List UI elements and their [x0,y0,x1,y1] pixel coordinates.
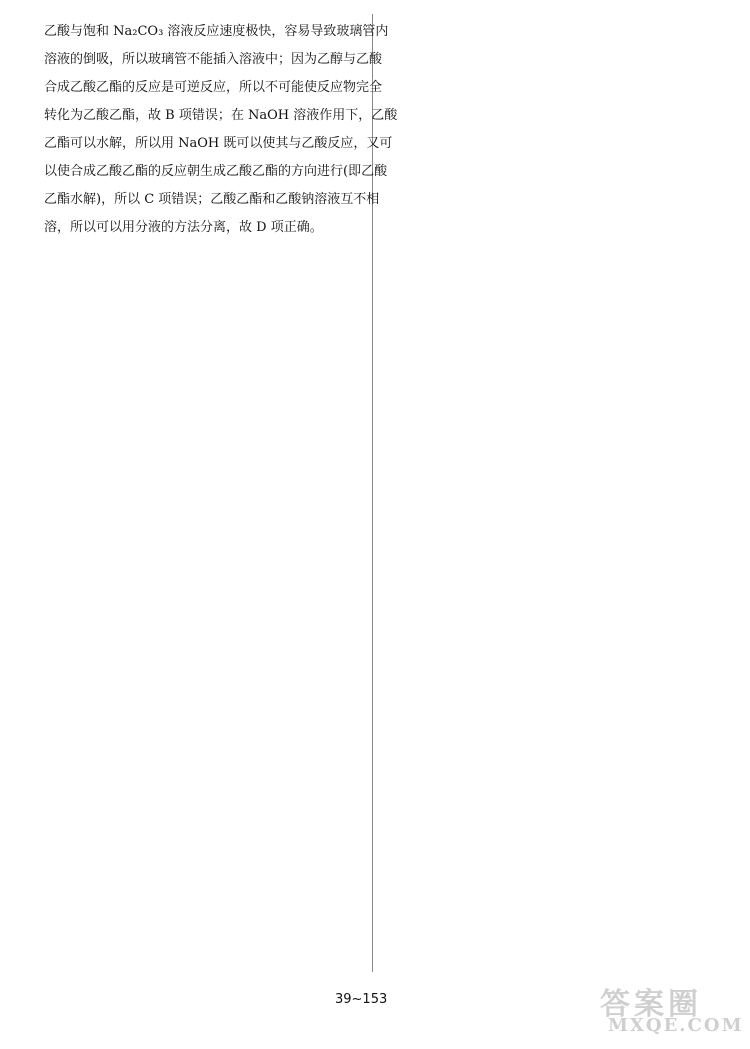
text-line: 以使合成乙酸乙酯的反应朝生成乙酸乙酯的方向进行(即乙酸 [44,164,388,179]
page-number: 39~153 [335,992,388,1007]
text-line: 乙酸与饱和 Na₂CO₃ 溶液反应速度极快，容易导致玻璃管内 [44,24,389,39]
text-line: 转化为乙酸乙酯，故 B 项错误；在 NaOH 溶液作用下，乙酸 [44,108,398,123]
text-line: 溶液的倒吸，所以玻璃管不能插入溶液中；因为乙醇与乙酸 [44,52,383,67]
text-line: 合成乙酸乙酯的反应是可逆反应，所以不可能使反应物完全 [44,80,383,95]
watermark-url: MXQE.COM [608,1015,744,1036]
text-line: 乙酯可以水解，所以用 NaOH 既可以使其与乙酸反应，又可 [44,136,393,151]
text-line: 溶，所以可以用分液的方法分离，故 D 项正确。 [44,220,323,235]
text-line: 乙酯水解)，所以 C 项错误；乙酸乙酯和乙酸钠溶液互不相 [44,192,380,207]
watermark-text: 答案圈 [600,987,702,1022]
watermark-logo [590,979,744,1043]
